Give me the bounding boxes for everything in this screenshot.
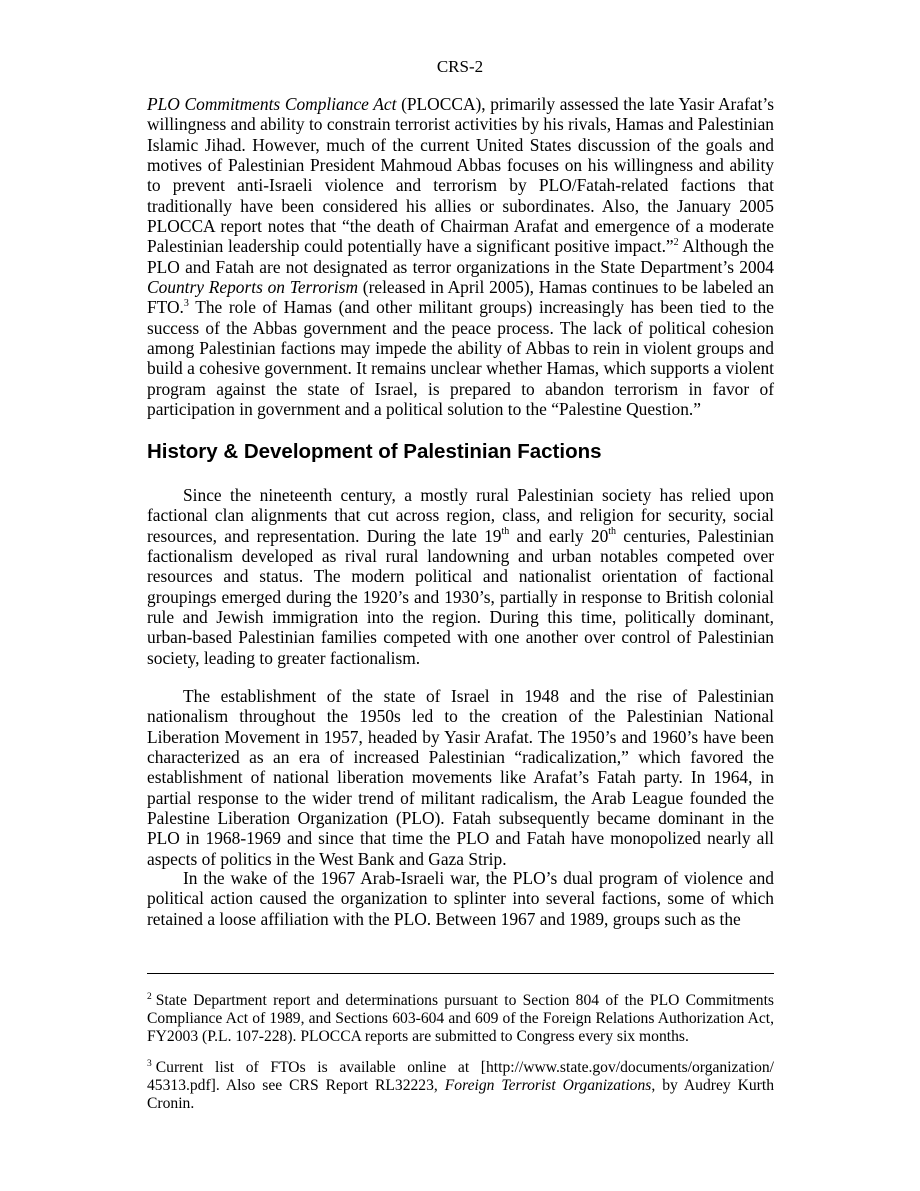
superscript-th: th [501,525,510,537]
superscript-th: th [608,525,617,537]
paragraph-plocca [147,94,774,420]
footnote-text: State Department report and determinations pursuant to Section 804 of the PLO Commitments Compliance Act of 1989, and Sections 603-604 and 609 of the Foreign Relations Authorization Act, FY2003 (P.L. 107-228). PLOCCA reports are submitted to Congress every six months. [147,992,774,1046]
footnote-3 [147,1059,774,1114]
footnote-ref-3[interactable]: 3 [183,297,189,309]
report-title: Country Reports on Terrorism [147,277,359,298]
paragraph-text: (released in April 2005), Hamas continues to be labeled an FTO. [147,277,774,318]
act-title: PLO Commitments Compliance Act [147,94,397,114]
paragraph-text: Since the nineteenth century, a mostly rural Palestinian society has relied upon factional clan alignments that cut across region, class, and religion for security, social resources, and representation. During the late 19 [147,485,774,546]
footnote-number: 2 [147,991,152,1002]
footnote-2 [147,992,774,1047]
paragraph-text: Although the PLO and Fatah are not designated as terror organizations in the State Department’s 2004 [147,236,774,277]
footnote-divider [147,973,774,974]
page-header [0,57,920,77]
paragraph-establishment [147,686,774,869]
footnote-ref-2[interactable]: 2 [673,236,679,248]
footnote-number: 3 [147,1058,152,1069]
footnote-title: Foreign Terrorist Organizations [444,1077,652,1095]
paragraph-text: (PLOCCA), primarily assessed the late Yasir Arafat’s willingness and ability to constrain terrorist activities by his rivals, Hamas and Palestinian Islamic Jihad. However, much of the current United States discussion of the goals and motives of Palestinian President Mahmoud Abbas focuses on his willingness and ability to prevent anti-Israeli violence and terrorism by PLO/Fatah-related factions that traditionally have been considered his allies or subordinates. Also, the January 2005 PLOCCA report notes that “the death of Chairman Arafat and emergence of a moderate Palestinian leadership could potentially have a significant positive impact.” [147,94,774,257]
paragraph-text: In the wake of the 1967 Arab-Israeli war, the PLO’s dual program of violence and political action caused the organization to splinter into several factions, some of which retained a loose affiliation with the PLO. Between 1967 and 1989, groups such as the [147,868,774,929]
section-heading: History & Development of Palestinian Factions [147,440,602,463]
paragraph-text: The establishment of the state of Israel in 1948 and the rise of Palestinian nationalism throughout the 1950s led to the creation of the Palestinian National Liberation Movement in 1957, headed by Yasir Arafat. The 1950’s and 1960’s have been characterized as an era of increased Palestinian “radicalization,” which favored the establishment of national liberation movements like Arafat’s Fatah party. In 1964, in partial response to the wider trend of militant radicalism, the Arab League founded the Palestine Liberation Organization (PLO). Fatah subsequently became dominant in the PLO in 1968-1969 and since that time the PLO and Fatah have monopolized nearly all aspects of politics in the West Bank and Gaza Strip. [147,686,774,869]
paragraph-text: centuries, Palestinian factionalism developed as rival rural landowning and urban notables competed over resources and status. The modern political and nationalist orientation of factional groupings emerged during the 1920’s and 1930’s, partially in response to British colonial rule and Jewish immigration into the region. During this time, politically dominant, urban-based Palestinian families competed with one another over control of Palestinian society, leading to greater factionalism. [147,525,774,668]
footnote-text: , by Audrey Kurth Cronin. [147,1077,775,1113]
paragraph-text: and early 20 [509,525,609,546]
paragraph-1967-war [147,868,774,929]
paragraph-text: The role of Hamas (and other militant groups) increasingly has been tied to the success of the Abbas government and the peace process. The lack of political cohesion among Palestinian factions may impede the ability of Abbas to rein in violent groups and build a cohesive government. It remains unclear whether Hamas, which supports a violent program against the state of Israel, is prepared to abandon terrorism in favor of participation in government and a political solution to the “Palestine Question.” [147,297,774,420]
footnote-text[interactable]: Current list of FTOs is available online at [http://www.state.gov/documents/organization/ 45313.pdf]. Also see CRS Report RL32223, [147,1059,774,1095]
paragraph-history [147,485,774,668]
page-label: CRS-2 [436,57,484,76]
